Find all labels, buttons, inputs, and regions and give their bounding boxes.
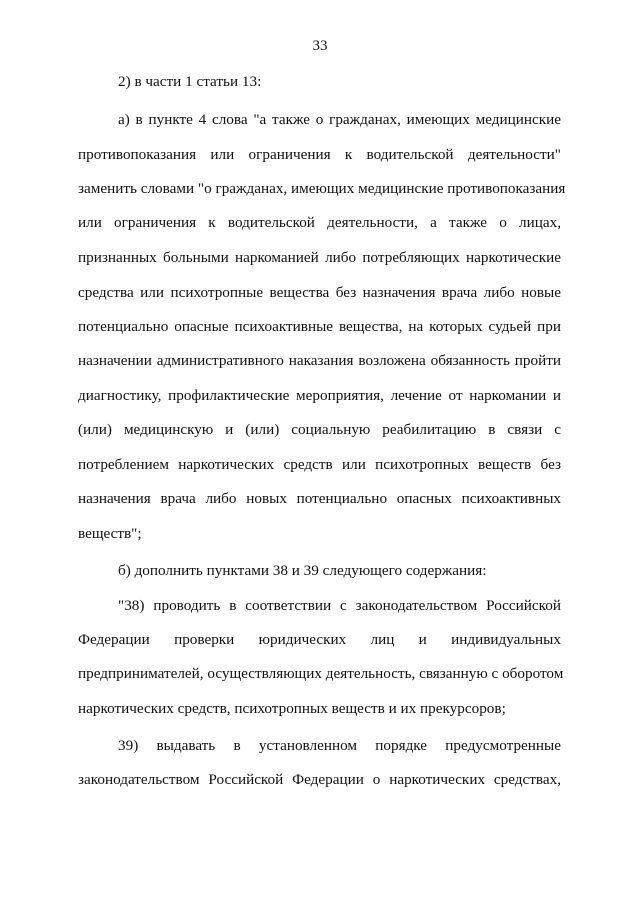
text-line: заменить словами "о гражданах, имеющих медицинские противопоказания (78, 180, 566, 197)
text-line: противопоказания или ограничения к водительской деятельности" (78, 146, 561, 163)
text-line: "38) проводить в соответствии с законодательством Российской (118, 597, 561, 614)
text-line: назначении административного наказания возложена обязанность пройти (78, 352, 561, 369)
text-line: потенциально опасные психоактивные вещества, на которых судьей при (78, 318, 561, 335)
text-line: потреблением наркотических средств или психотропных веществ без (78, 456, 561, 473)
text-line: 2) в части 1 статьи 13: (118, 73, 262, 90)
text-line: диагностику, профилактические мероприятия, лечение от наркомании и (78, 387, 561, 404)
text-line: б) дополнить пунктами 38 и 39 следующего содержания: (118, 562, 487, 579)
text-line: законодательством Российской Федерации о наркотических средствах, (78, 771, 561, 788)
text-line: признанных больными наркоманией либо потребляющих наркотические (78, 249, 561, 266)
text-line: предпринимателей, осуществляющих деятельность, связанную с оборотом (78, 665, 564, 682)
text-line: Федерации проверки юридических лиц и индивидуальных (78, 631, 561, 648)
page-number: 33 (312, 38, 328, 54)
text-line: или ограничения к водительской деятельности, а также о лицах, (78, 214, 561, 231)
text-line: средства или психотропные вещества без назначения врача либо новые (78, 284, 561, 301)
text-line: а) в пункте 4 слова "а также о гражданах, имеющих медицинские (118, 111, 561, 128)
text-line: 39) выдавать в установленном порядке предусмотренные (118, 737, 561, 754)
text-line: веществ"; (78, 525, 142, 542)
text-line: (или) медицинскую и (или) социальную реабилитацию в связи с (78, 421, 561, 438)
text-line: назначения врача либо новых потенциально опасных психоактивных (78, 490, 561, 507)
text-line: наркотических средств, психотропных веществ и их прекурсоров; (78, 700, 506, 717)
